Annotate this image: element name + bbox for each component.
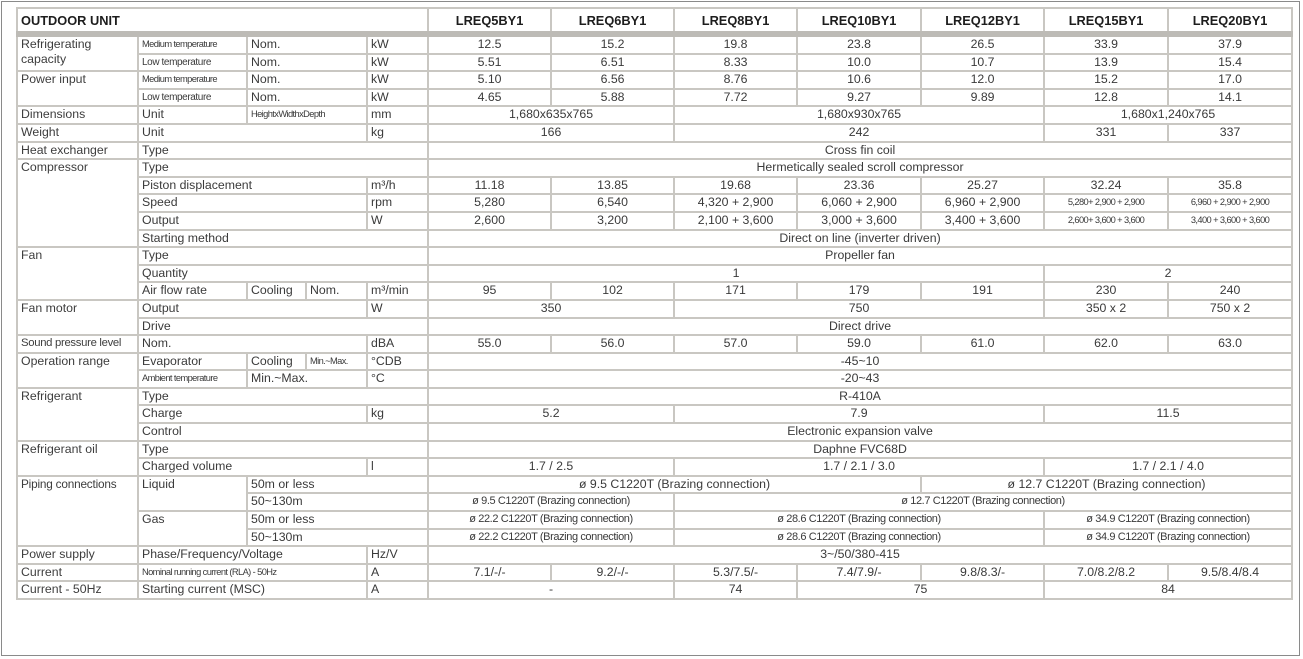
value-cell: 11.18 bbox=[428, 177, 551, 195]
table-row bbox=[17, 212, 1292, 230]
unit-label: kW bbox=[367, 89, 428, 107]
condition-label: Nom. bbox=[247, 71, 367, 89]
table-row bbox=[17, 54, 1292, 72]
value-cell: Propeller fan bbox=[428, 247, 1292, 265]
value-cell: ø 34.9 C1220T (Brazing connection) bbox=[1044, 511, 1292, 529]
sub-label: Starting current (MSC) bbox=[138, 581, 367, 599]
model-header: LREQ20BY1 bbox=[1168, 8, 1292, 34]
value-cell: 7.1/-/- bbox=[428, 564, 551, 582]
value-cell: 230 bbox=[1044, 282, 1168, 300]
value-cell: 750 x 2 bbox=[1168, 300, 1292, 318]
value-cell: 14.1 bbox=[1168, 89, 1292, 107]
value-cell: 1.7 / 2.5 bbox=[428, 458, 674, 476]
unit-label: m³/h bbox=[367, 177, 428, 195]
value-cell: 74 bbox=[674, 581, 797, 599]
table-row bbox=[17, 370, 1292, 388]
sub-label: Piston displacement bbox=[138, 177, 367, 195]
value-cell: 5,280+ 2,900 + 2,900 bbox=[1044, 194, 1168, 212]
value-cell: 179 bbox=[797, 282, 921, 300]
sub-label: Type bbox=[138, 142, 428, 160]
condition-label: Min.~Max. bbox=[247, 370, 367, 388]
value-cell: Cross fin coil bbox=[428, 142, 1292, 160]
sub-label: Type bbox=[138, 441, 428, 459]
value-cell: 5.2 bbox=[428, 405, 674, 423]
table-row bbox=[17, 546, 1292, 564]
sub-label: Phase/Frequency/Voltage bbox=[138, 546, 367, 564]
value-cell: 7.9 bbox=[674, 405, 1044, 423]
unit-label: °CDB bbox=[367, 353, 428, 371]
value-cell: 17.0 bbox=[1168, 71, 1292, 89]
value-cell: 7.0/8.2/8.2 bbox=[1044, 564, 1168, 582]
model-header: LREQ12BY1 bbox=[921, 8, 1044, 34]
condition-label: Min.~Max. bbox=[306, 353, 367, 371]
row-label: Compressor bbox=[17, 159, 138, 247]
value-cell: 13.9 bbox=[1044, 54, 1168, 72]
row-label: Power input bbox=[17, 71, 138, 106]
table-row bbox=[17, 388, 1292, 406]
unit-label: Hz/V bbox=[367, 546, 428, 564]
table-row bbox=[17, 335, 1292, 353]
value-cell: 11.5 bbox=[1044, 405, 1292, 423]
value-cell: ø 12.7 C1220T (Brazing connection) bbox=[921, 476, 1292, 494]
value-cell: 2,600+ 3,600 + 3,600 bbox=[1044, 212, 1168, 230]
value-cell: 15.2 bbox=[551, 34, 674, 54]
value-cell: 350 bbox=[428, 300, 674, 318]
row-label: Refrigerant oil bbox=[17, 441, 138, 476]
value-cell: 75 bbox=[797, 581, 1044, 599]
value-cell: 7.4/7.9/- bbox=[797, 564, 921, 582]
row-label: Refrigerant bbox=[17, 388, 138, 441]
value-cell: 15.2 bbox=[1044, 71, 1168, 89]
value-cell: 5,280 bbox=[428, 194, 551, 212]
value-cell: 33.9 bbox=[1044, 34, 1168, 54]
model-header: LREQ6BY1 bbox=[551, 8, 674, 34]
table-row bbox=[17, 177, 1292, 195]
value-cell: 57.0 bbox=[674, 335, 797, 353]
value-cell: 13.85 bbox=[551, 177, 674, 195]
unit-label: kW bbox=[367, 71, 428, 89]
value-cell: 9.5/8.4/8.4 bbox=[1168, 564, 1292, 582]
sub-label: Medium temperature bbox=[138, 71, 247, 89]
value-cell: 12.8 bbox=[1044, 89, 1168, 107]
table-row bbox=[17, 581, 1292, 599]
condition-label: 50~130m bbox=[247, 493, 428, 511]
row-label: Refrigerating capacity bbox=[17, 34, 138, 71]
sub-label: Nom. bbox=[138, 335, 367, 353]
unit-label: m³/min bbox=[367, 282, 428, 300]
value-cell: 3~/50/380-415 bbox=[428, 546, 1292, 564]
row-label: Operation range bbox=[17, 353, 138, 388]
value-cell: 59.0 bbox=[797, 335, 921, 353]
unit-label: kg bbox=[367, 405, 428, 423]
table-row bbox=[17, 159, 1292, 177]
table-row bbox=[17, 194, 1292, 212]
value-cell: 5.88 bbox=[551, 89, 674, 107]
value-cell: Hermetically sealed scroll compressor bbox=[428, 159, 1292, 177]
value-cell: 26.5 bbox=[921, 34, 1044, 54]
sub-label: Liquid bbox=[138, 476, 247, 511]
value-cell: Daphne FVC68D bbox=[428, 441, 1292, 459]
row-label: Current - 50Hz bbox=[17, 581, 138, 599]
value-cell: ø 9.5 C1220T (Brazing connection) bbox=[428, 493, 674, 511]
table-row bbox=[17, 458, 1292, 476]
value-cell: 6,060 + 2,900 bbox=[797, 194, 921, 212]
value-cell: 2,600 bbox=[428, 212, 551, 230]
table-row bbox=[17, 511, 1292, 529]
sub-label: Air flow rate bbox=[138, 282, 247, 300]
value-cell: 5.10 bbox=[428, 71, 551, 89]
unit-label: kW bbox=[367, 54, 428, 72]
value-cell: 15.4 bbox=[1168, 54, 1292, 72]
value-cell: 350 x 2 bbox=[1044, 300, 1168, 318]
value-cell: 242 bbox=[674, 124, 1044, 142]
value-cell: ø 28.6 C1220T (Brazing connection) bbox=[674, 529, 1044, 547]
sub-label: Charged volume bbox=[138, 458, 367, 476]
value-cell: 171 bbox=[674, 282, 797, 300]
value-cell: Electronic expansion valve bbox=[428, 423, 1292, 441]
value-cell: 1.7 / 2.1 / 4.0 bbox=[1044, 458, 1292, 476]
condition-label: 50m or less bbox=[247, 511, 428, 529]
model-header: LREQ8BY1 bbox=[674, 8, 797, 34]
table-row bbox=[17, 476, 1292, 494]
sub-label: Starting method bbox=[138, 230, 428, 248]
header-row bbox=[17, 8, 1292, 34]
row-label: Heat exchanger bbox=[17, 142, 138, 160]
value-cell: ø 22.2 C1220T (Brazing connection) bbox=[428, 529, 674, 547]
value-cell: 32.24 bbox=[1044, 177, 1168, 195]
unit-label: W bbox=[367, 300, 428, 318]
value-cell: 62.0 bbox=[1044, 335, 1168, 353]
value-cell: 5.51 bbox=[428, 54, 551, 72]
row-label: Current bbox=[17, 564, 138, 582]
value-cell: 7.72 bbox=[674, 89, 797, 107]
mode-label: Cooling bbox=[247, 353, 306, 371]
value-cell: 95 bbox=[428, 282, 551, 300]
model-header: LREQ10BY1 bbox=[797, 8, 921, 34]
value-cell: 2 bbox=[1044, 265, 1292, 283]
value-cell: 23.8 bbox=[797, 34, 921, 54]
value-cell: 35.8 bbox=[1168, 177, 1292, 195]
sub-label: Unit bbox=[138, 124, 367, 142]
value-cell: 4.65 bbox=[428, 89, 551, 107]
value-cell: 240 bbox=[1168, 282, 1292, 300]
condition-label: 50m or less bbox=[247, 476, 428, 494]
value-cell: 84 bbox=[1044, 581, 1292, 599]
mode-label: Cooling bbox=[247, 282, 306, 300]
table-row bbox=[17, 441, 1292, 459]
value-cell: 9.27 bbox=[797, 89, 921, 107]
sub-label: Output bbox=[138, 212, 367, 230]
sub-label: Gas bbox=[138, 511, 247, 546]
row-label: Power supply bbox=[17, 546, 138, 564]
table-title: OUTDOOR UNIT bbox=[17, 8, 428, 34]
value-cell: 102 bbox=[551, 282, 674, 300]
table-row bbox=[17, 318, 1292, 336]
row-label: Fan motor bbox=[17, 300, 138, 335]
unit-label: l bbox=[367, 458, 428, 476]
value-cell: 3,400 + 3,600 bbox=[921, 212, 1044, 230]
sub-label: Type bbox=[138, 388, 428, 406]
condition-label: Nom. bbox=[247, 89, 367, 107]
row-label: Weight bbox=[17, 124, 138, 142]
value-cell: 19.8 bbox=[674, 34, 797, 54]
sub-label: Low temperature bbox=[138, 54, 247, 72]
value-cell: -45~10 bbox=[428, 353, 1292, 371]
value-cell: 6,960 + 2,900 + 2,900 bbox=[1168, 194, 1292, 212]
sub-label: Control bbox=[138, 423, 428, 441]
unit-label: mm bbox=[367, 106, 428, 124]
value-cell: 63.0 bbox=[1168, 335, 1292, 353]
value-cell: 37.9 bbox=[1168, 34, 1292, 54]
value-cell: 25.27 bbox=[921, 177, 1044, 195]
unit-label: kW bbox=[367, 34, 428, 54]
table-row bbox=[17, 265, 1292, 283]
model-header: LREQ5BY1 bbox=[428, 8, 551, 34]
condition-label: 50~130m bbox=[247, 529, 428, 547]
value-cell: 1,680x635x765 bbox=[428, 106, 674, 124]
value-cell: 23.36 bbox=[797, 177, 921, 195]
sub-label: Output bbox=[138, 300, 367, 318]
value-cell: 331 bbox=[1044, 124, 1168, 142]
value-cell: 5.3/7.5/- bbox=[674, 564, 797, 582]
unit-label: rpm bbox=[367, 194, 428, 212]
condition-label: Nom. bbox=[247, 34, 367, 54]
value-cell: 1.7 / 2.1 / 3.0 bbox=[674, 458, 1044, 476]
value-cell: 750 bbox=[674, 300, 1044, 318]
value-cell: 10.0 bbox=[797, 54, 921, 72]
value-cell: 4,320 + 2,900 bbox=[674, 194, 797, 212]
spec-table bbox=[16, 7, 1293, 600]
value-cell: 9.8/8.3/- bbox=[921, 564, 1044, 582]
value-cell: ø 34.9 C1220T (Brazing connection) bbox=[1044, 529, 1292, 547]
sub-label: Low temperature bbox=[138, 89, 247, 107]
value-cell: 6.56 bbox=[551, 71, 674, 89]
value-cell: -20~43 bbox=[428, 370, 1292, 388]
value-cell: 3,000 + 3,600 bbox=[797, 212, 921, 230]
value-cell: ø 22.2 C1220T (Brazing connection) bbox=[428, 511, 674, 529]
value-cell: 8.33 bbox=[674, 54, 797, 72]
value-cell: 12.0 bbox=[921, 71, 1044, 89]
row-label: Sound pressure level bbox=[17, 335, 138, 353]
value-cell: - bbox=[428, 581, 674, 599]
table-row bbox=[17, 230, 1292, 248]
table-row bbox=[17, 124, 1292, 142]
value-cell: ø 9.5 C1220T (Brazing connection) bbox=[428, 476, 921, 494]
value-cell: 61.0 bbox=[921, 335, 1044, 353]
condition-label: Nom. bbox=[306, 282, 367, 300]
sub-label: Speed bbox=[138, 194, 367, 212]
value-cell: ø 28.6 C1220T (Brazing connection) bbox=[674, 511, 1044, 529]
table-row bbox=[17, 353, 1292, 371]
table-row bbox=[17, 142, 1292, 160]
unit-label: dBA bbox=[367, 335, 428, 353]
value-cell: 1,680x930x765 bbox=[674, 106, 1044, 124]
value-cell: 3,400 + 3,600 + 3,600 bbox=[1168, 212, 1292, 230]
row-label: Dimensions bbox=[17, 106, 138, 124]
value-cell: 9.89 bbox=[921, 89, 1044, 107]
value-cell: 3,200 bbox=[551, 212, 674, 230]
value-cell: 1,680x1,240x765 bbox=[1044, 106, 1292, 124]
value-cell: 12.5 bbox=[428, 34, 551, 54]
value-cell: 6,960 + 2,900 bbox=[921, 194, 1044, 212]
value-cell: 10.6 bbox=[797, 71, 921, 89]
value-cell: R-410A bbox=[428, 388, 1292, 406]
value-cell: 191 bbox=[921, 282, 1044, 300]
sub-label: Charge bbox=[138, 405, 367, 423]
sub-label: Unit bbox=[138, 106, 247, 124]
sub-label: Quantity bbox=[138, 265, 428, 283]
value-cell: Direct on line (inverter driven) bbox=[428, 230, 1292, 248]
unit-label: A bbox=[367, 564, 428, 582]
value-cell: 2,100 + 3,600 bbox=[674, 212, 797, 230]
value-cell: 6.51 bbox=[551, 54, 674, 72]
table-row bbox=[17, 34, 1292, 54]
value-cell: 56.0 bbox=[551, 335, 674, 353]
table-row bbox=[17, 282, 1292, 300]
table-row bbox=[17, 89, 1292, 107]
sub-label: Drive bbox=[138, 318, 428, 336]
value-cell: 6,540 bbox=[551, 194, 674, 212]
value-cell: 337 bbox=[1168, 124, 1292, 142]
sub-label: Type bbox=[138, 247, 428, 265]
row-label: Fan bbox=[17, 247, 138, 300]
sub-label: Evaporator bbox=[138, 353, 247, 371]
value-cell: 19.68 bbox=[674, 177, 797, 195]
value-cell: 1 bbox=[428, 265, 1044, 283]
table-row bbox=[17, 423, 1292, 441]
value-cell: 9.2/-/- bbox=[551, 564, 674, 582]
value-cell: 10.7 bbox=[921, 54, 1044, 72]
table-row bbox=[17, 106, 1292, 124]
sub-label: Medium temperature bbox=[138, 34, 247, 54]
table-row bbox=[17, 71, 1292, 89]
unit-label: W bbox=[367, 212, 428, 230]
value-cell: ø 12.7 C1220T (Brazing connection) bbox=[674, 493, 1292, 511]
value-cell: 55.0 bbox=[428, 335, 551, 353]
unit-label: A bbox=[367, 581, 428, 599]
value-cell: 166 bbox=[428, 124, 674, 142]
unit-label: kg bbox=[367, 124, 428, 142]
unit-label: °C bbox=[367, 370, 428, 388]
model-header: LREQ15BY1 bbox=[1044, 8, 1168, 34]
row-label: Piping connections bbox=[17, 476, 138, 546]
value-cell: 8.76 bbox=[674, 71, 797, 89]
sub-label: Ambient temperature bbox=[138, 370, 247, 388]
condition-label: Nom. bbox=[247, 54, 367, 72]
table-row bbox=[17, 247, 1292, 265]
condition-label: HeightxWidthxDepth bbox=[247, 106, 367, 124]
sub-label: Nominal running current (RLA) - 50Hz bbox=[138, 564, 367, 582]
table-row bbox=[17, 564, 1292, 582]
table-row bbox=[17, 300, 1292, 318]
value-cell: Direct drive bbox=[428, 318, 1292, 336]
sub-label: Type bbox=[138, 159, 428, 177]
table-row bbox=[17, 405, 1292, 423]
